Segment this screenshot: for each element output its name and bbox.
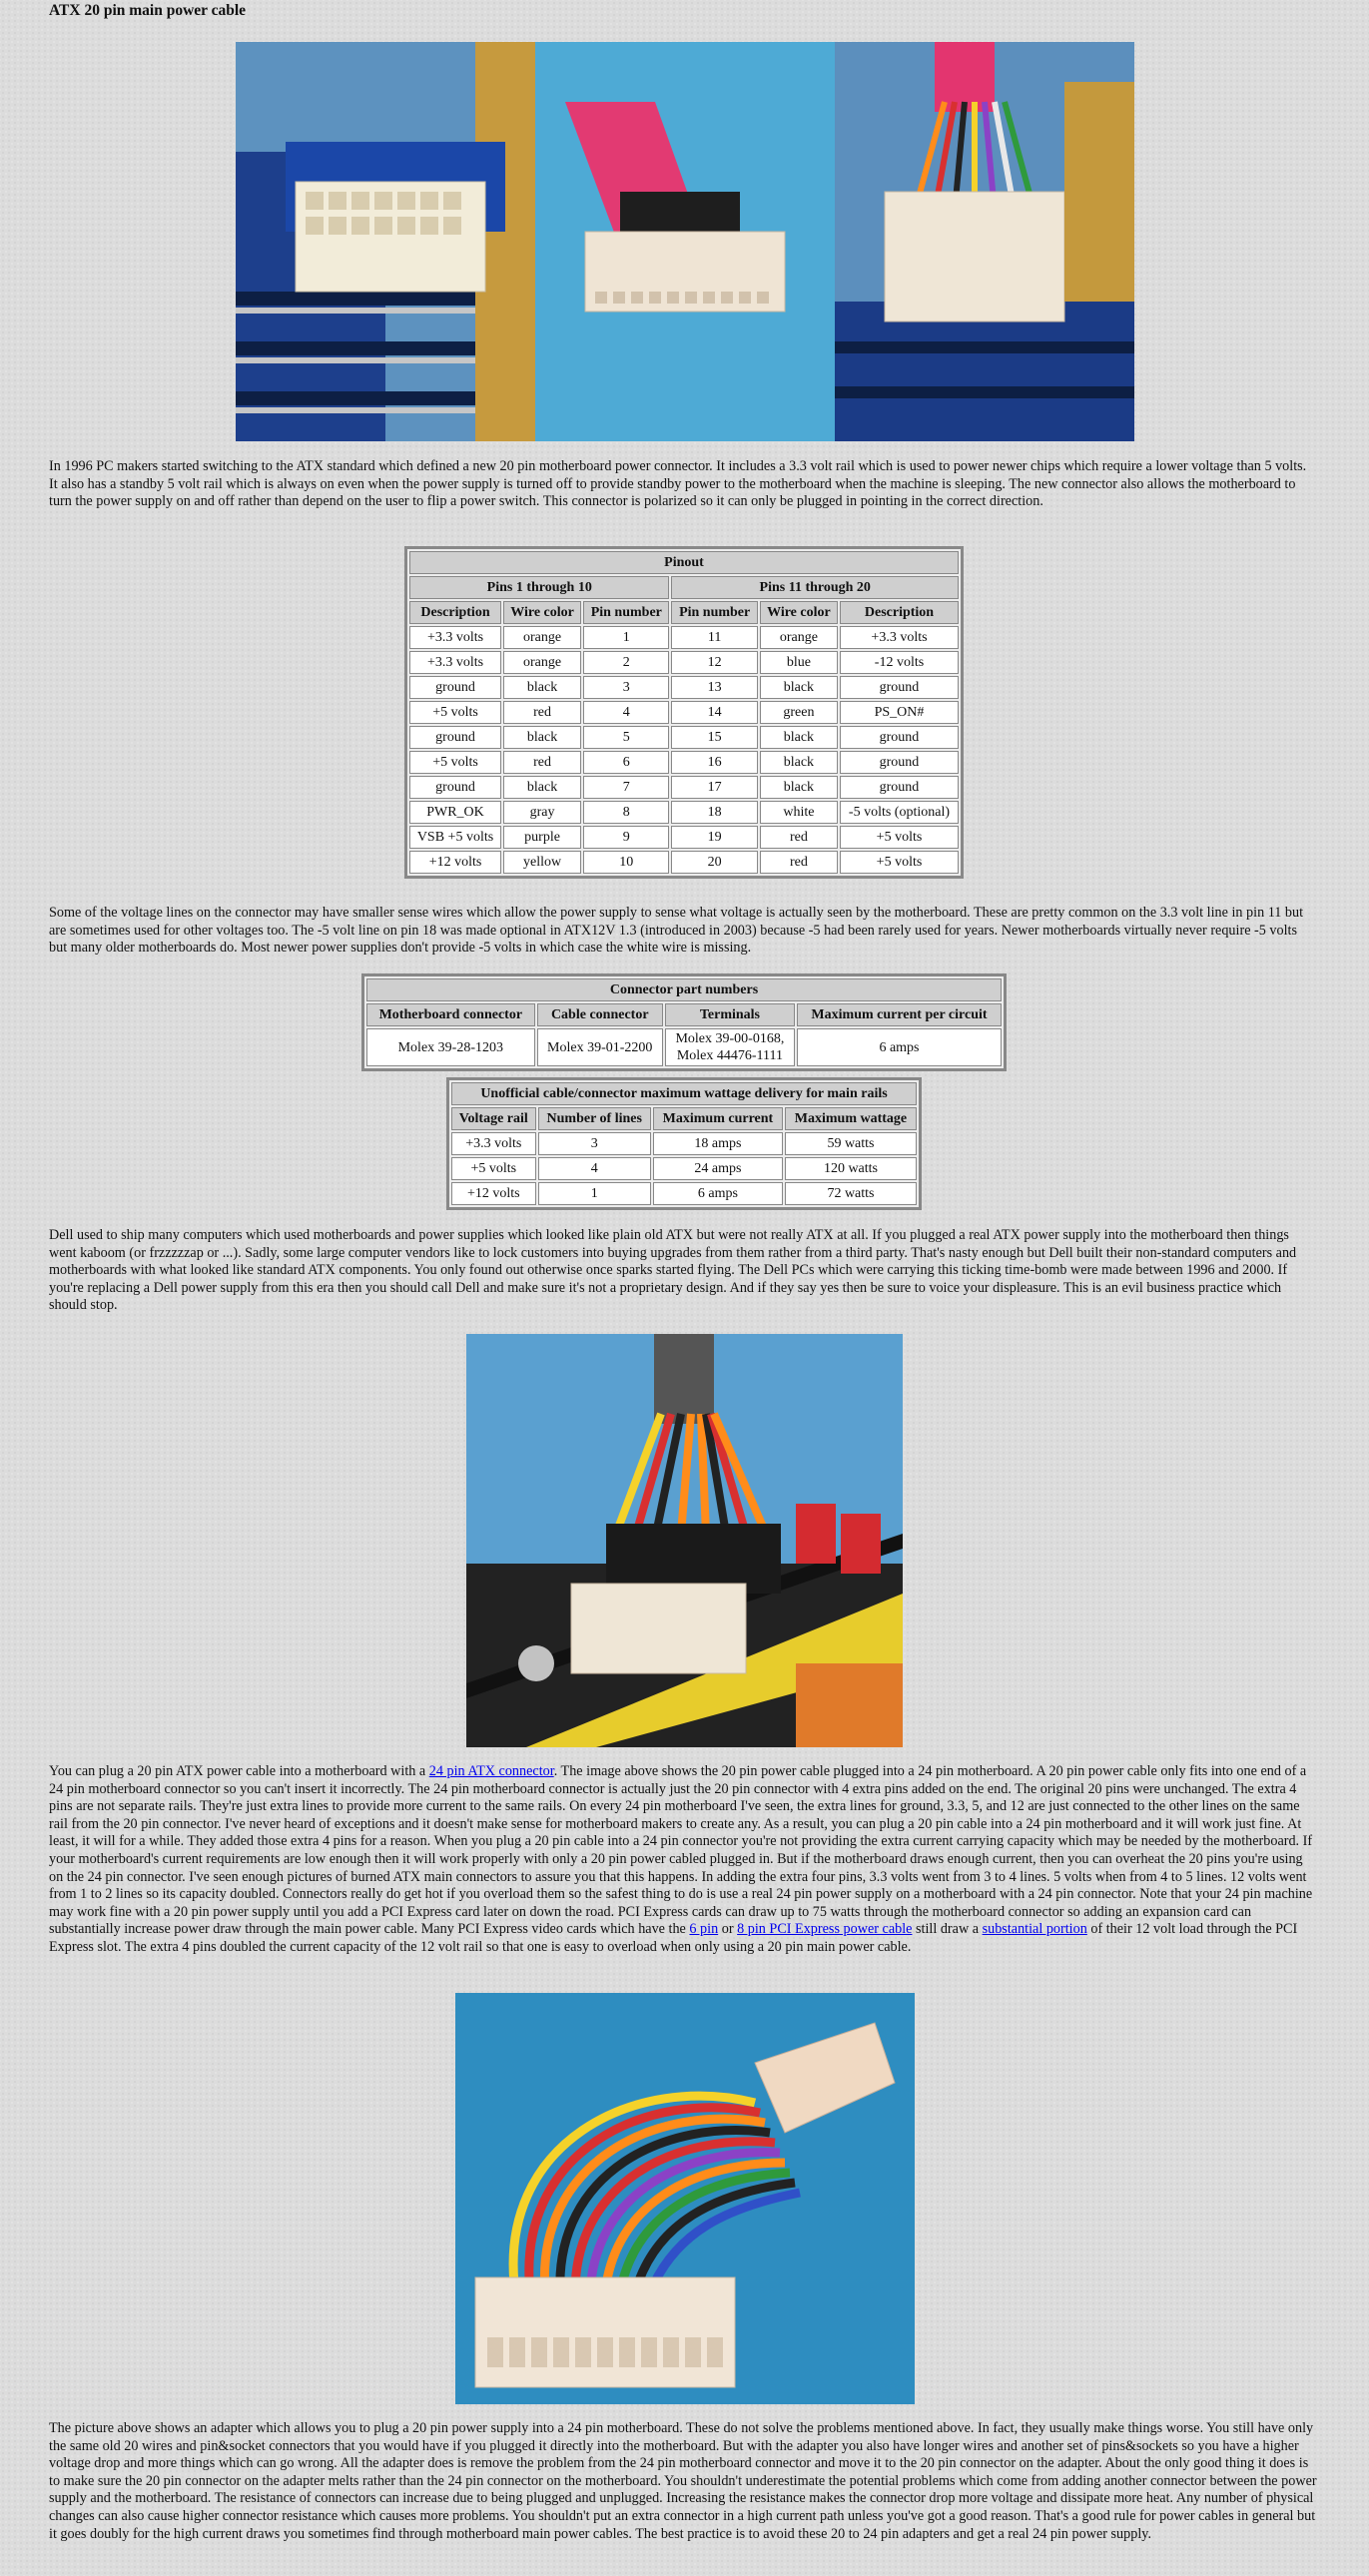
part-cell: Molex 39-01-2200 [537, 1028, 663, 1066]
part-numbers-table [361, 973, 1007, 1071]
connector-photo-strip [236, 42, 1134, 441]
pinout-cell: ground [840, 751, 959, 774]
pinout-row [409, 626, 959, 649]
p4-text-c: or [718, 1921, 738, 1938]
pinout-title: Pinout [409, 551, 959, 574]
sense-wire-paragraph: Some of the voltage lines on the connector may have smaller sense wires which allow the power supply to sense what voltage is actually seen by the motherboard. These are pretty common on the 3.3 volt line in pin 11 but are sometimes used for other voltages too. The -5 volt line on pin 18 was made optional in ATX12V 1.3 (introduced in 2003) because -5 had been rarely used for years. Newer motherboards virtually never require -5 volts but many older motherboards do. Most newer power supplies don't provide -5 volts in which case the white wire is missing. [49, 905, 1304, 957]
pinout-row [409, 751, 959, 774]
pinout-cell: 19 [671, 826, 757, 849]
p4-text-e: of their 12 volt load through the PCI Express slot. The extra 4 pins doubled the current capacity of the 12 volt rail so that one is easy to overload when only using a 20 pin main power cable. [49, 1921, 1298, 1955]
pinout-cell: 3 [583, 676, 669, 699]
pinout-cell: +5 volts [840, 826, 959, 849]
pinout-cell: +5 volts [409, 751, 501, 774]
pinout-cell: black [760, 751, 838, 774]
adapter-photo [455, 1993, 915, 2404]
pinout-cell: 2 [583, 651, 669, 674]
pinout-cell: 10 [583, 851, 669, 874]
wattage-cell: 24 amps [653, 1157, 783, 1180]
wattage-cell: 72 watts [785, 1182, 917, 1205]
dell-paragraph: Dell used to ship many computers which used motherboards and power supplies which looked like plain old ATX but were not really ATX at all. If you plugged a real ATX power supply into the motherboard then things went kaboom (or frzzzzzap or ...). Sadly, some large computer vendors like to lock customers into buying upgrades from them rather from a third party. That's nasty enough but Dell built their non-standard computers and motherboards with what looked like standard ATX components. You only found out otherwise once sparks started flying. The Dell PCs which were carrying this ticking time-bomb were made between 1996 and 2000. If you're replacing a Dell power supply from this era then you should call Dell and make sure it's not a proprietary design. And if they say yes then be sure to voice your displeasure. This is an evil business practice which should stop. [49, 1227, 1297, 1314]
pinout-header: Pin number [671, 601, 757, 624]
wattage-header: Maximum wattage [785, 1107, 917, 1130]
pinout-row [409, 651, 959, 674]
pinout-cell: +3.3 volts [409, 626, 501, 649]
pinout-cell: black [503, 776, 581, 799]
pinout-row [409, 726, 959, 749]
wattage-cell: +3.3 volts [451, 1132, 536, 1155]
pinout-cell: ground [840, 676, 959, 699]
part-numbers-header: Maximum current per circuit [797, 1003, 1002, 1026]
pinout-cell: 20 [671, 851, 757, 874]
adapter-paragraph: The picture above shows an adapter which allows you to plug a 20 pin power supply into a 24 pin motherboard. These do not solve the problems mentioned above. In fact, they usually make things worse. You still have only the same old 20 wires and pin&socket connectors that you would have if you plugged it directly into the motherboard. But with the adapter you also have longer wires and another set of pins&sockets so you have a higher voltage drop and more things which can go wrong. All the adapter does is remove the problem from the 24 pin motherboard connector and move it to the 20 pin connector on the adapter. About the only good thing it does is to make sure the 20 pin connector on the adapter melts rather than the 24 pin connector on the motherboard. You shouldn't underestimate the potential problems which come from adding another connector between the power supply and the motherboard. The resistance of connectors can increase due to being plugged and unplugged. Increasing the resistance makes the connector drop more voltage and dissipate more heat. Any number of physical changes can also cause higher connector resistance which causes more problems. You shouldn't put an extra connector in a high current path unless you've got a good reason. That's a good rule for power cables in general but it goes doubly for the high current draws you sometimes find through motherboard main power cables. The best practice is to avoid these 20 to 24 pin adapters and get a real 24 pin power supply. [49, 2420, 1317, 2542]
pinout-cell: -12 volts [840, 651, 959, 674]
pinout-cell: 6 [583, 751, 669, 774]
pinout-cell: black [760, 776, 838, 799]
wattage-header: Maximum current [653, 1107, 783, 1130]
pinout-cell: 12 [671, 651, 757, 674]
pinout-cell: red [503, 751, 581, 774]
pinout-cell: orange [503, 626, 581, 649]
pinout-cell: black [760, 726, 838, 749]
part-cell: 6 amps [797, 1028, 1002, 1066]
pinout-cell: purple [503, 826, 581, 849]
terminal-line: Molex 39-00-0168, [675, 1031, 785, 1046]
link-6-pin[interactable]: 6 pin [689, 1921, 719, 1938]
pinout-cell: VSB +5 volts [409, 826, 501, 849]
part-numbers-header: Terminals [665, 1003, 795, 1026]
link-substantial-portion[interactable]: substantial portion [982, 1921, 1087, 1938]
twenty-four-pin-paragraph [49, 1763, 1317, 1957]
pinout-cell: 1 [583, 626, 669, 649]
intro-paragraph: In 1996 PC makers started switching to the ATX standard which defined a new 20 pin motherboard power connector. It includes a 3.3 volt rail which is used to power newer chips which require a lower voltage than 5 volts. It also has a standby 5 volt rail which is always on even when the power supply is turned off to provide standby power to the motherboard when the machine is sleeping. The new connector also allows the motherboard to turn the power supply on and off rather than depend on the user to flip a power switch. This connector is polarized so it can only be plugged in pointing in the correct direction. [49, 458, 1307, 510]
pinout-row [409, 676, 959, 699]
page-title: ATX 20 pin main power cable [49, 2, 247, 19]
pinout-cell: blue [760, 651, 838, 674]
wattage-cell: 3 [538, 1132, 651, 1155]
wattage-cell: 59 watts [785, 1132, 917, 1155]
pinout-cell: +5 volts [840, 851, 959, 874]
pinout-row [409, 776, 959, 799]
pinout-cell: 7 [583, 776, 669, 799]
pinout-cell: PWR_OK [409, 801, 501, 824]
pinout-header: Pin number [583, 601, 669, 624]
pinout-cell: ground [409, 776, 501, 799]
pinout-cell: yellow [503, 851, 581, 874]
pinout-cell: 18 [671, 801, 757, 824]
pinout-header: Wire color [760, 601, 838, 624]
part-numbers-row [366, 1028, 1002, 1066]
pinout-cell: 11 [671, 626, 757, 649]
plugged-connector-photo [466, 1334, 903, 1747]
pinout-cell: gray [503, 801, 581, 824]
pinout-cell: black [760, 676, 838, 699]
wattage-cell: +12 volts [451, 1182, 536, 1205]
pinout-cell: 9 [583, 826, 669, 849]
wattage-row [451, 1157, 917, 1180]
p4-text-d: still draw a [912, 1921, 983, 1938]
pinout-table [404, 546, 964, 879]
wattage-table [446, 1077, 922, 1210]
part-numbers-header: Cable connector [537, 1003, 663, 1026]
pinout-cell: +12 volts [409, 851, 501, 874]
pinout-row [409, 801, 959, 824]
pinout-cell: 17 [671, 776, 757, 799]
wattage-title: Unofficial cable/connector maximum wattage delivery for main rails [451, 1082, 917, 1105]
part-numbers-header: Motherboard connector [366, 1003, 535, 1026]
pinout-cell: red [760, 851, 838, 874]
pinout-cell: 15 [671, 726, 757, 749]
pinout-cell: 4 [583, 701, 669, 724]
wattage-cell: 6 amps [653, 1182, 783, 1205]
pinout-cell: 8 [583, 801, 669, 824]
p4-text-b: . The image above shows the 20 pin power cable plugged into a 24 pin motherboard. A 20 pin power cable only fits into one end of a 24 pin motherboard connector so you can't insert it incorrectly. The 24 pin motherboard connector is actually just the 20 pin connector with 4 extra pins added on the end. The original 20 pins were unchanged. The extra 4 pins are not separate rails. They're just extra lines to provide more current to the same rails. On every 24 pin motherboard I've seen, the extra lines for ground, 3.3, 5, and 12 are just connected to the other lines on the same rail from the 20 pin connector. I've never heard of exceptions and it doesn't make sense for motherboard makers to create any. As a result, you can plug a 20 pin cable into a 24 pin motherboard and it will work just fine. At least, it will for a while. They added those extra 4 pins for a reason. When you plug a 20 pin cable into a 24 pin connector you're not providing the extra current carrying capacity which may be needed by the motherboard. If your motherboard's current requirements are low enough then it will work properly with only a 20 pin power cabled plugged in. But if the motherboard draws enough current, then you can overheat the 20 pins you're using on the 24 pin connector. I've seen enough pictures of burned ATX main connectors to assure you that this happens. In adding the extra four pins, 3.3 volts went from 3 to 4 lines. 5 volts when from 4 to 5 lines. 12 volts went from 1 to 2 lines so its capacity doubled. Connectors really do get hot if you overload them so the safest thing to do is use a real 24 pin power supply on a motherboard with a 24 pin connector. Note that your 24 pin machine may work fine with a 20 pin power supply until you add a PCI Express card later on down the road. PCI Express cards can draw up to 75 watts through the motherboard connector so adding an expansion card can substantially increase power draw through the main power cable. Many PCI Express video cards which have the [49, 1763, 1313, 1938]
pinout-cell: ground [840, 726, 959, 749]
pinout-group-right: Pins 11 through 20 [671, 576, 959, 599]
pinout-cell: orange [760, 626, 838, 649]
wattage-row [451, 1182, 917, 1205]
wattage-header: Number of lines [538, 1107, 651, 1130]
wattage-cell: 1 [538, 1182, 651, 1205]
pinout-cell: white [760, 801, 838, 824]
pinout-cell: orange [503, 651, 581, 674]
terminal-line: Molex 44476-1111 [676, 1048, 783, 1063]
wattage-cell: +5 volts [451, 1157, 536, 1180]
pinout-header: Description [409, 601, 501, 624]
pinout-cell: +3.3 volts [409, 651, 501, 674]
part-cell-terminals [665, 1028, 795, 1066]
link-24-pin-atx-connector[interactable]: 24 pin ATX connector [428, 1763, 554, 1779]
wattage-cell: 4 [538, 1157, 651, 1180]
pinout-cell: red [760, 826, 838, 849]
pinout-cell: 5 [583, 726, 669, 749]
pinout-group-left: Pins 1 through 10 [409, 576, 669, 599]
pinout-header: Wire color [503, 601, 581, 624]
part-numbers-title: Connector part numbers [366, 978, 1002, 1001]
pinout-cell: PS_ON# [840, 701, 959, 724]
pinout-cell: ground [840, 776, 959, 799]
wattage-cell: 18 amps [653, 1132, 783, 1155]
pinout-cell: 14 [671, 701, 757, 724]
pinout-cell: 13 [671, 676, 757, 699]
pinout-cell: red [503, 701, 581, 724]
pinout-cell: black [503, 726, 581, 749]
wattage-row [451, 1132, 917, 1155]
pinout-cell: green [760, 701, 838, 724]
pinout-header: Description [840, 601, 959, 624]
link-8-pin-pcie-power-cable[interactable]: 8 pin PCI Express power cable [737, 1921, 913, 1938]
pinout-cell: black [503, 676, 581, 699]
pinout-cell: ground [409, 676, 501, 699]
pinout-cell: -5 volts (optional) [840, 801, 959, 824]
pinout-row [409, 826, 959, 849]
wattage-header: Voltage rail [451, 1107, 536, 1130]
pinout-cell: 16 [671, 751, 757, 774]
p4-text-a: You can plug a 20 pin ATX power cable into a motherboard with a [49, 1763, 429, 1779]
wattage-cell: 120 watts [785, 1157, 917, 1180]
part-cell: Molex 39-28-1203 [366, 1028, 535, 1066]
pinout-row [409, 851, 959, 874]
pinout-cell: +5 volts [409, 701, 501, 724]
pinout-row [409, 701, 959, 724]
pinout-cell: ground [409, 726, 501, 749]
pinout-cell: +3.3 volts [840, 626, 959, 649]
